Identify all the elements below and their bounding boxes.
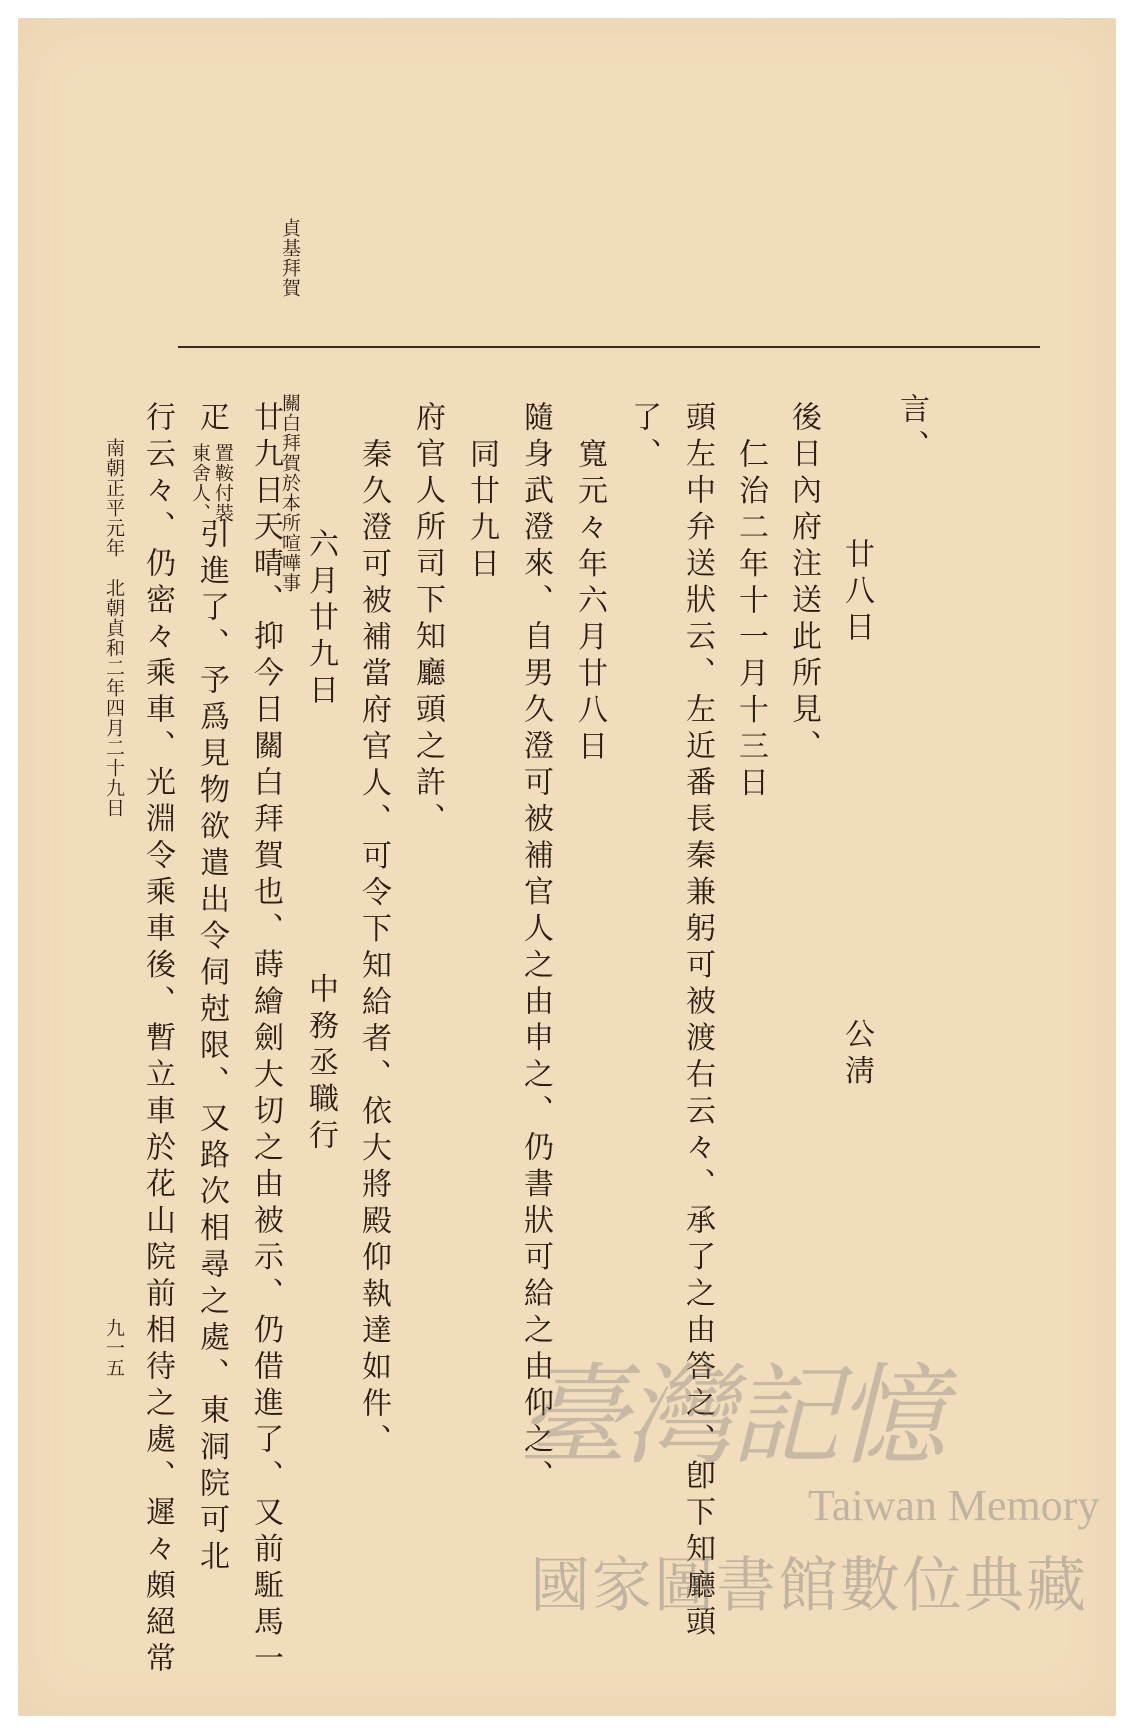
text-column-12-signature: 中務丞職行	[303, 973, 338, 1156]
watermark-subtitle: 國家圖書館數位典藏	[530, 1551, 1088, 1621]
text-column-2-signature: 公淸	[839, 1018, 874, 1091]
running-head: 貞基拜賀	[279, 218, 301, 298]
watermark-title: 臺灣記憶	[518, 1352, 942, 1480]
text-column-8: 隨身武澄來、自男久澄可被補官人之由申之、仍書狀可給之由仰之、	[518, 401, 553, 1496]
text-column-3: 後日內府注送此所見、	[786, 401, 821, 766]
text-column-9: 同廿九日	[464, 438, 499, 584]
text-column-13: 廿九日天晴、抑今日關白拜賀也、蒔繪劍大切之由被示、仍借進了、又前駈馬一	[248, 401, 283, 1679]
text-column-10: 府官人所司下知廳頭之許、	[410, 401, 445, 839]
text-column-14-note-1: 置鞍付裝	[212, 443, 234, 523]
text-column-6: 了、	[626, 401, 661, 474]
text-column-14-note-2: 東舍人、	[189, 443, 211, 523]
text-column-2: 廿八日	[839, 538, 874, 648]
text-column-5: 頭左中弁送狀云、左近番長秦兼躬可被渡右云々、承了之由答之、卽下知廳頭	[680, 401, 715, 1642]
text-column-12: 六月廿九日	[303, 528, 338, 711]
header-rule	[178, 346, 1040, 348]
page-number: 九一五	[103, 1318, 125, 1378]
text-column-15: 行云々、仍密々乘車、光淵令乘車後、暫立車於花山院前相待之處、遲々頗絕常	[140, 401, 175, 1679]
text-column-13-note: 關白拜賀於本所喧嘩事	[279, 393, 301, 593]
watermark-english: Taiwan Memory	[808, 1481, 1100, 1530]
text-column-7: 寬元々年六月廿八日	[572, 438, 607, 767]
text-column-14: 引進了、予爲見物欲遣出令伺尅限、又路次相尋之處、東洞院可北	[194, 518, 229, 1577]
text-column-1: 言、	[894, 393, 929, 466]
text-column-4: 仁治二年十一月十三日	[733, 438, 768, 803]
text-column-11: 秦久澄可被補當府官人、可令下知給者、依大將殿仰執達如件、	[356, 438, 391, 1460]
page-footer: 南朝正平元年 北朝貞和二年四月二十九日	[103, 438, 125, 818]
text-column-14-top: 疋	[194, 401, 229, 438]
book-page	[18, 18, 1116, 1716]
